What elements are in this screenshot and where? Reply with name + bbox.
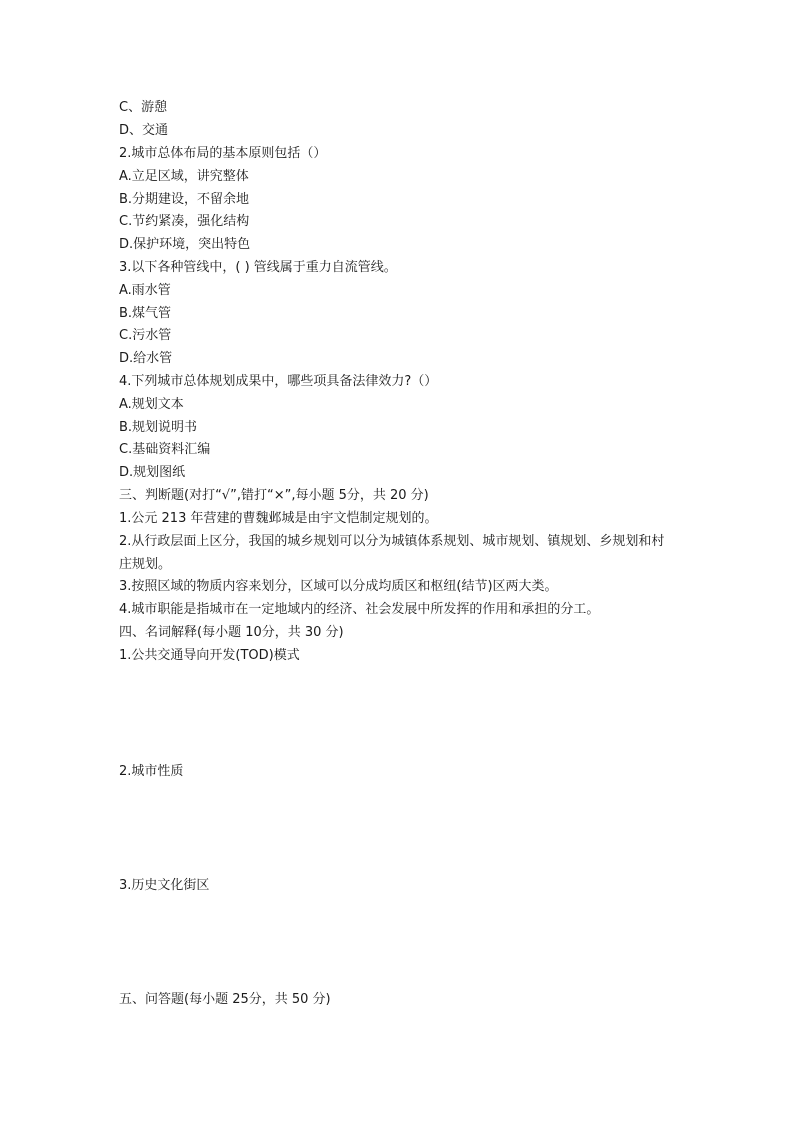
question-2-option-b: B.分期建设，不留余地: [119, 192, 250, 207]
term-item-2: 2.城市性质: [119, 764, 184, 779]
question-3-text: 3.以下各种管线中，( ) 管线属于重力自流管线。: [119, 260, 397, 275]
question-4-option-d: D.规划图纸: [119, 465, 186, 480]
judgment-item-3: 3.按照区域的物质内容来划分，区域可以分成均质区和枢纽(结节)区两大类。: [119, 579, 558, 594]
option-d-traffic: D、交通: [119, 123, 169, 138]
question-4-option-b: B.规划说明书: [119, 420, 198, 435]
judgment-item-2: 2.从行政层面上区分，我国的城乡规划可以分为城镇体系规划、城市规划、镇规划、乡规划和村庄规划。: [119, 534, 665, 572]
question-4-option-c: C.基础资料汇编: [119, 442, 211, 457]
question-2-option-d: D.保护环境，突出特色: [119, 237, 251, 252]
question-3-option-b: B.煤气管: [119, 306, 172, 321]
term-item-3: 3.历史文化街区: [119, 878, 210, 893]
question-3-option-d: D.给水管: [119, 351, 173, 366]
judgment-item-1: 1.公元 213 年营建的曹魏邺城是由宇文恺制定规划的。: [119, 511, 438, 526]
section-4-heading: 四、名词解释(每小题 10分，共 30 分): [119, 625, 344, 640]
question-2-option-a: A.立足区域，讲究整体: [119, 169, 249, 184]
option-c-recreation: C、游憩: [119, 100, 168, 115]
question-4-text: 4.下列城市总体规划成果中，哪些项具备法律效力?（）: [119, 374, 438, 389]
judgment-item-4: 4.城市职能是指城市在一定地域内的经济、社会发展中所发挥的作用和承担的分工。: [119, 602, 600, 617]
question-2-option-c: C.节约紧凑，强化结构: [119, 214, 250, 229]
term-item-1: 1.公共交通导向开发(TOD)模式: [119, 648, 300, 663]
question-2-text: 2.城市总体布局的基本原则包括（）: [119, 146, 327, 161]
section-5-heading: 五、问答题(每小题 25分，共 50 分): [119, 992, 331, 1007]
question-3-option-a: A.雨水管: [119, 283, 171, 298]
question-4-option-a: A.规划文本: [119, 397, 184, 412]
question-3-option-c: C.污水管: [119, 328, 172, 343]
section-3-heading: 三、判断题(对打“√”,错打“×”,每小题 5分，共 20 分): [119, 488, 429, 503]
